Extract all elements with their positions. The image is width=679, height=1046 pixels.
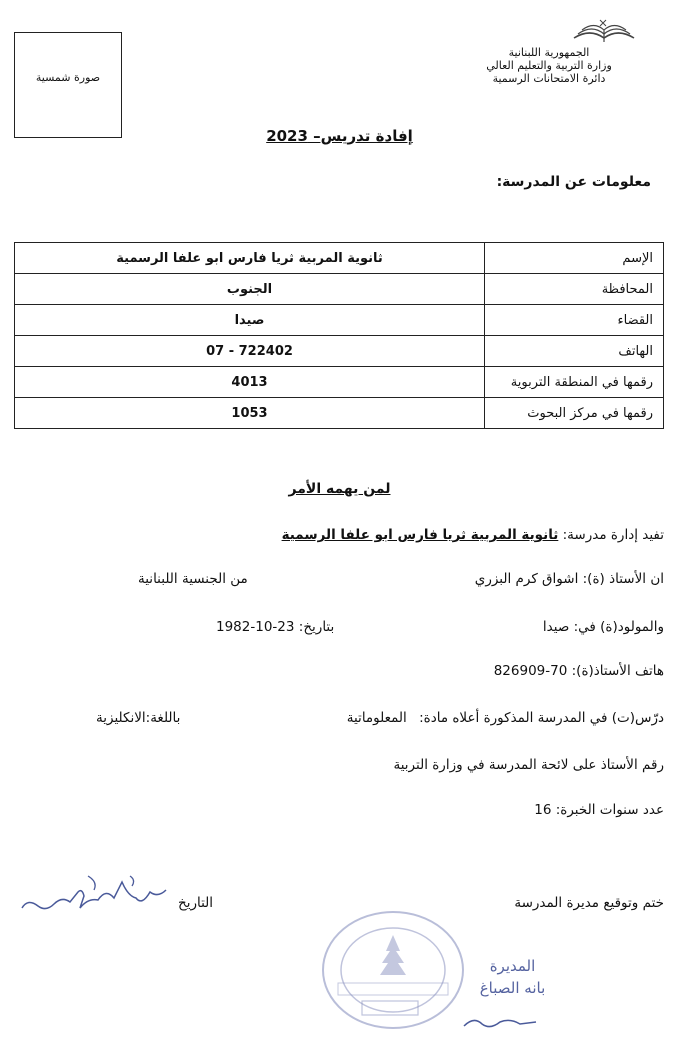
teacher-name: اشواق كرم البزري	[474, 571, 579, 587]
birthplace: صيدا	[542, 619, 570, 635]
teaching-language: باللغة:الانكليزية	[96, 710, 181, 726]
school-info-table	[14, 242, 664, 429]
stamp-signature-label: ختم وتوقيع مديرة المدرسة	[514, 895, 664, 911]
row-label: رقمها في المنطقة التربوية	[485, 367, 664, 398]
school-stamp-icon	[318, 905, 468, 1035]
statement-school-name: ثانوية المربية ثريا فارس ابو علفا الرسمية	[281, 527, 559, 543]
table-row	[15, 274, 664, 305]
birthplace-line	[543, 619, 664, 635]
table-row	[15, 243, 664, 274]
nationality: من الجنسية اللبنانية	[138, 571, 248, 587]
to-whom-text: لمن يهمه الأمر	[288, 481, 391, 497]
phone-label: هاتف الأستاذ(ة):	[571, 663, 664, 679]
principal-signature	[460, 1012, 540, 1032]
book-logo-icon	[570, 16, 638, 46]
experience-label: عدد سنوات الخبرة:	[555, 802, 664, 818]
school-section-title: معلومات عن المدرسة:	[496, 174, 651, 190]
experience-years: 16	[534, 802, 552, 818]
principal-stamp-text	[455, 955, 570, 999]
teacher-line	[475, 571, 664, 587]
phone-line	[494, 663, 664, 679]
statement-intro-line	[282, 527, 664, 543]
register-number-label: رقم الأستاذ على لائحة المدرسة في وزارة التربية	[393, 757, 664, 773]
to-whom-heading	[0, 481, 679, 497]
document-title	[0, 127, 679, 145]
header-ministry: وزارة التربية والتعليم العالي	[486, 59, 612, 72]
row-value: ثانوية المربية ثريا فارس ابو علفا الرسمية	[15, 243, 485, 274]
row-label: القضاء	[485, 305, 664, 336]
header-republic: الجمهورية اللبنانية	[508, 46, 590, 59]
table-row	[15, 305, 664, 336]
table-row	[15, 336, 664, 367]
intro-label: تفيد إدارة مدرسة:	[562, 527, 664, 543]
header-directorate: دائرة الامتحانات الرسمية	[492, 72, 606, 85]
row-value: 07 - 722402	[15, 336, 485, 367]
birthplace-label: والمولود(ة) في:	[573, 619, 664, 635]
photo-label: صورة شمسية	[35, 71, 101, 84]
taught-line	[347, 710, 664, 726]
table-row	[15, 398, 664, 429]
experience-line	[534, 802, 664, 818]
row-value: 4013	[15, 367, 485, 398]
teacher-label: ان الأستاذ (ة):	[582, 571, 664, 587]
principal-name: بانه الصباغ	[479, 979, 546, 997]
row-label: المحافظة	[485, 274, 664, 305]
birthdate-line	[216, 619, 334, 635]
date-label: التاريخ	[178, 895, 214, 911]
row-value: الجنوب	[15, 274, 485, 305]
teacher-phone: 70-826909	[493, 663, 568, 679]
birthdate-label: بتاريخ:	[298, 619, 335, 635]
row-value: صيدا	[15, 305, 485, 336]
handwritten-date-signature	[18, 868, 178, 928]
row-value: 1053	[15, 398, 485, 429]
subject: المعلوماتية	[346, 710, 407, 726]
row-label: الهاتف	[485, 336, 664, 367]
birthdate: 23-10-1982	[216, 619, 295, 635]
principal-title: المديرة	[489, 957, 536, 975]
taught-label: درّس(ت) في المدرسة المذكورة أعلاه مادة:	[419, 710, 664, 726]
document-title-text: إفادة تدريس– 2023	[266, 127, 413, 145]
table-row	[15, 367, 664, 398]
row-label: الإسم	[485, 243, 664, 274]
row-label: رقمها في مركز البحوث	[485, 398, 664, 429]
photo-placeholder	[14, 32, 122, 138]
ministry-header	[449, 46, 649, 85]
